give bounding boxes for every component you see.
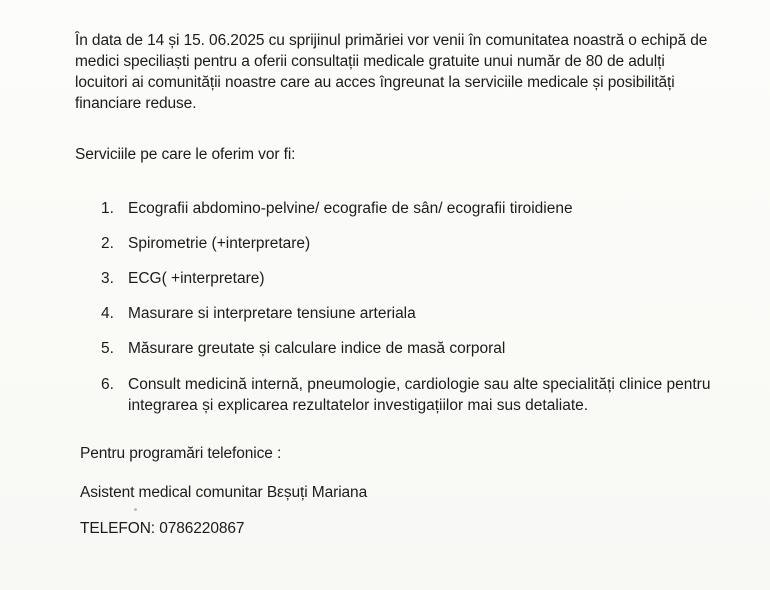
list-item [101,374,721,416]
list-item-number: 2. [101,235,114,252]
list-item-text: Consult medicină internă, pneumologie, cardiologie sau alte specialități clinice pentru integrarea și explicarea rezultatelor investigațiilor mai sus detaliate. [128,376,711,414]
list-item-text: Spirometrie (+interpretare) [128,235,311,252]
contact-phone: TELEFON: 0786220867 [80,520,245,537]
list-item-text: Masurare si interpretare tensiune arteriala [128,305,416,322]
scan-speck [134,508,137,511]
list-item-text: ECG( +interpretare) [128,270,265,287]
intro-paragraph: În data de 14 și 15. 06.2025 cu sprijinul primăriei vor venii în comunitatea noastră o echipă de medici speciliaști pentru a oferii consultații medicale gratuite unui număr de 80 de adulți locuitori ai comunității noastre care au acces îngreunat la serviciile medicale și posibilități financiare reduse. [75,32,708,112]
contact-name: Asistent medical comunitar Bεșuți Mariana [80,484,368,501]
list-item [101,268,721,289]
services-intro: Serviciile pe care le oferim vor fi: [75,146,296,163]
list-item-number: 5. [101,340,114,357]
list-item [101,198,721,219]
list-item [101,303,721,324]
list-item [101,338,721,359]
list-item [101,233,721,254]
list-item-number: 3. [101,270,114,287]
list-item-text: Ecografii abdomino-pelvine/ ecografie de sân/ ecografii tiroidiene [128,200,573,217]
list-item-number: 4. [101,305,114,322]
contact-heading: Pentru programări telefonice : [80,445,282,462]
list-item-number: 1. [101,200,114,217]
list-item-number: 6. [101,376,114,393]
list-item-text: Măsurare greutate și calculare indice de masă corporal [128,340,506,357]
